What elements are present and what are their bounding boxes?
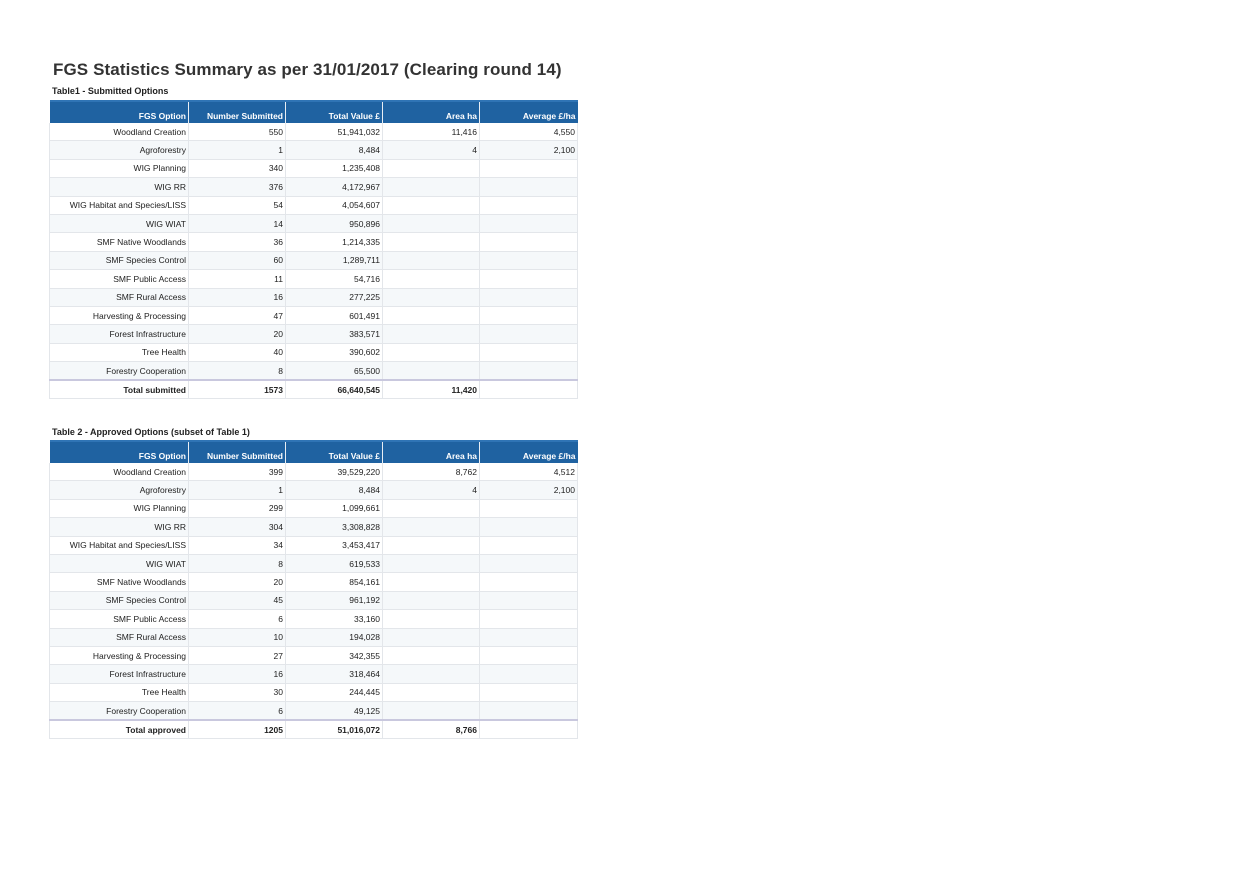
approved-options-table <box>49 440 578 739</box>
total-row <box>50 720 578 739</box>
average-cell <box>480 573 578 591</box>
total-row <box>50 380 578 399</box>
number-cell: 45 <box>189 591 286 609</box>
average-cell <box>480 518 578 536</box>
fgs-option-cell: Harvesting & Processing <box>50 306 189 324</box>
fgs-option-cell: Agroforestry <box>50 141 189 159</box>
table-row <box>50 665 578 683</box>
fgs-option-cell: Agroforestry <box>50 481 189 499</box>
table-row <box>50 646 578 664</box>
fgs-option-cell: WIG WIAT <box>50 554 189 572</box>
area-cell <box>383 196 480 214</box>
fgs-option-cell: WIG RR <box>50 518 189 536</box>
average-cell <box>480 251 578 269</box>
fgs-option-cell: SMF Species Control <box>50 591 189 609</box>
table-row <box>50 683 578 701</box>
fgs-option-cell: Forestry Cooperation <box>50 362 189 381</box>
total-value-cell: 244,445 <box>286 683 383 701</box>
area-cell: 4 <box>383 481 480 499</box>
total-value-cell: 318,464 <box>286 665 383 683</box>
col-header-fgs-option: FGS Option <box>50 441 189 463</box>
area-cell <box>383 610 480 628</box>
number-cell: 8 <box>189 362 286 381</box>
number-cell: 16 <box>189 665 286 683</box>
total-average-cell <box>480 380 578 399</box>
fgs-option-cell: Tree Health <box>50 343 189 361</box>
total-value-cell: 54,716 <box>286 270 383 288</box>
total-value-cell: 3,453,417 <box>286 536 383 554</box>
total-value-cell: 601,491 <box>286 306 383 324</box>
total-number-cell: 1573 <box>189 380 286 399</box>
average-cell <box>480 554 578 572</box>
table-row <box>50 288 578 306</box>
average-cell <box>480 702 578 721</box>
number-cell: 8 <box>189 554 286 572</box>
average-cell <box>480 214 578 232</box>
number-cell: 27 <box>189 646 286 664</box>
total-fgs-option-cell: Total submitted <box>50 380 189 399</box>
number-cell: 34 <box>189 536 286 554</box>
total-value-cell: 8,484 <box>286 141 383 159</box>
area-cell <box>383 343 480 361</box>
average-cell <box>480 536 578 554</box>
average-cell: 2,100 <box>480 141 578 159</box>
fgs-option-cell: WIG Habitat and Species/LISS <box>50 536 189 554</box>
number-cell: 40 <box>189 343 286 361</box>
area-cell <box>383 702 480 721</box>
fgs-option-cell: Woodland Creation <box>50 463 189 481</box>
total-value-cell: 39,529,220 <box>286 463 383 481</box>
fgs-option-cell: SMF Rural Access <box>50 628 189 646</box>
number-cell: 36 <box>189 233 286 251</box>
area-cell <box>383 591 480 609</box>
number-cell: 11 <box>189 270 286 288</box>
area-cell <box>383 178 480 196</box>
table-row <box>50 610 578 628</box>
table1-body <box>50 123 578 399</box>
fgs-option-cell: Forest Infrastructure <box>50 665 189 683</box>
number-cell: 340 <box>189 159 286 177</box>
table1-header-row <box>50 101 578 123</box>
total-value-cell: 33,160 <box>286 610 383 628</box>
table-row <box>50 233 578 251</box>
fgs-option-cell: WIG Habitat and Species/LISS <box>50 196 189 214</box>
number-cell: 399 <box>189 463 286 481</box>
average-cell <box>480 159 578 177</box>
fgs-option-cell: Forestry Cooperation <box>50 702 189 721</box>
col-header-total-value: Total Value £ <box>286 101 383 123</box>
average-cell <box>480 196 578 214</box>
area-cell <box>383 646 480 664</box>
number-cell: 30 <box>189 683 286 701</box>
total-value-cell: 1,289,711 <box>286 251 383 269</box>
average-cell <box>480 270 578 288</box>
fgs-option-cell: Woodland Creation <box>50 123 189 141</box>
total-value-cell: 4,054,607 <box>286 196 383 214</box>
fgs-option-cell: WIG RR <box>50 178 189 196</box>
total-value-cell: 277,225 <box>286 288 383 306</box>
table-row <box>50 325 578 343</box>
fgs-option-cell: WIG Planning <box>50 499 189 517</box>
total-value-cell: 383,571 <box>286 325 383 343</box>
average-cell <box>480 628 578 646</box>
average-cell <box>480 306 578 324</box>
average-cell <box>480 665 578 683</box>
fgs-option-cell: Tree Health <box>50 683 189 701</box>
table-row <box>50 702 578 721</box>
average-cell <box>480 178 578 196</box>
area-cell <box>383 306 480 324</box>
table-row <box>50 343 578 361</box>
total-value-cell: 950,896 <box>286 214 383 232</box>
area-cell <box>383 499 480 517</box>
col-header-number-submitted: Number Submitted <box>189 441 286 463</box>
average-cell <box>480 646 578 664</box>
average-cell <box>480 233 578 251</box>
table-row <box>50 536 578 554</box>
fgs-option-cell: WIG Planning <box>50 159 189 177</box>
fgs-option-cell: SMF Species Control <box>50 251 189 269</box>
total-value-cell: 854,161 <box>286 573 383 591</box>
total-value-cell: 49,125 <box>286 702 383 721</box>
number-cell: 1 <box>189 481 286 499</box>
total-value-cell: 1,099,661 <box>286 499 383 517</box>
total-total-value-cell: 66,640,545 <box>286 380 383 399</box>
total-value-cell: 342,355 <box>286 646 383 664</box>
area-cell <box>383 214 480 232</box>
table-row <box>50 591 578 609</box>
fgs-option-cell: Harvesting & Processing <box>50 646 189 664</box>
total-value-cell: 961,192 <box>286 591 383 609</box>
average-cell <box>480 288 578 306</box>
total-average-cell <box>480 720 578 739</box>
area-cell <box>383 536 480 554</box>
area-cell <box>383 251 480 269</box>
col-header-average-per-ha: Average £/ha <box>480 441 578 463</box>
table-row <box>50 362 578 381</box>
number-cell: 14 <box>189 214 286 232</box>
number-cell: 10 <box>189 628 286 646</box>
table-row <box>50 251 578 269</box>
total-fgs-option-cell: Total approved <box>50 720 189 739</box>
area-cell <box>383 628 480 646</box>
fgs-option-cell: SMF Rural Access <box>50 288 189 306</box>
average-cell <box>480 343 578 361</box>
area-cell <box>383 325 480 343</box>
average-cell <box>480 591 578 609</box>
number-cell: 6 <box>189 702 286 721</box>
fgs-option-cell: SMF Native Woodlands <box>50 233 189 251</box>
table-row <box>50 628 578 646</box>
number-cell: 1 <box>189 141 286 159</box>
fgs-option-cell: SMF Public Access <box>50 270 189 288</box>
average-cell: 4,550 <box>480 123 578 141</box>
area-cell <box>383 665 480 683</box>
number-cell: 20 <box>189 573 286 591</box>
col-header-average-per-ha: Average £/ha <box>480 101 578 123</box>
area-cell: 8,762 <box>383 463 480 481</box>
total-value-cell: 194,028 <box>286 628 383 646</box>
area-cell <box>383 554 480 572</box>
table-row <box>50 306 578 324</box>
table-row <box>50 518 578 536</box>
total-value-cell: 619,533 <box>286 554 383 572</box>
table-row <box>50 573 578 591</box>
average-cell <box>480 610 578 628</box>
average-cell <box>480 683 578 701</box>
table-row <box>50 481 578 499</box>
number-cell: 304 <box>189 518 286 536</box>
fgs-option-cell: Forest Infrastructure <box>50 325 189 343</box>
table-row <box>50 499 578 517</box>
total-number-cell: 1205 <box>189 720 286 739</box>
total-value-cell: 4,172,967 <box>286 178 383 196</box>
total-value-cell: 8,484 <box>286 481 383 499</box>
table-row <box>50 141 578 159</box>
number-cell: 299 <box>189 499 286 517</box>
col-header-total-value: Total Value £ <box>286 441 383 463</box>
average-cell: 2,100 <box>480 481 578 499</box>
table1-caption: Table1 - Submitted Options <box>52 86 169 96</box>
number-cell: 16 <box>189 288 286 306</box>
number-cell: 60 <box>189 251 286 269</box>
table-row <box>50 159 578 177</box>
area-cell <box>383 683 480 701</box>
col-header-fgs-option: FGS Option <box>50 101 189 123</box>
number-cell: 550 <box>189 123 286 141</box>
number-cell: 20 <box>189 325 286 343</box>
area-cell: 4 <box>383 141 480 159</box>
table-row <box>50 123 578 141</box>
col-header-number-submitted: Number Submitted <box>189 101 286 123</box>
fgs-option-cell: SMF Native Woodlands <box>50 573 189 591</box>
table-row <box>50 270 578 288</box>
fgs-option-cell: WIG WIAT <box>50 214 189 232</box>
total-value-cell: 1,235,408 <box>286 159 383 177</box>
table-row <box>50 196 578 214</box>
total-total-value-cell: 51,016,072 <box>286 720 383 739</box>
total-value-cell: 3,308,828 <box>286 518 383 536</box>
table2-body <box>50 463 578 739</box>
average-cell <box>480 325 578 343</box>
number-cell: 6 <box>189 610 286 628</box>
total-value-cell: 65,500 <box>286 362 383 381</box>
fgs-option-cell: SMF Public Access <box>50 610 189 628</box>
average-cell <box>480 499 578 517</box>
area-cell <box>383 288 480 306</box>
area-cell <box>383 270 480 288</box>
number-cell: 54 <box>189 196 286 214</box>
total-value-cell: 51,941,032 <box>286 123 383 141</box>
col-header-area-ha: Area ha <box>383 441 480 463</box>
page-title: FGS Statistics Summary as per 31/01/2017 (Clearing round 14) <box>53 60 562 79</box>
area-cell <box>383 573 480 591</box>
table-row <box>50 178 578 196</box>
area-cell <box>383 518 480 536</box>
average-cell <box>480 362 578 381</box>
total-area-cell: 8,766 <box>383 720 480 739</box>
average-cell: 4,512 <box>480 463 578 481</box>
table-row <box>50 554 578 572</box>
number-cell: 47 <box>189 306 286 324</box>
total-value-cell: 1,214,335 <box>286 233 383 251</box>
table-row <box>50 463 578 481</box>
table2-caption: Table 2 - Approved Options (subset of Table 1) <box>52 427 250 437</box>
number-cell: 376 <box>189 178 286 196</box>
area-cell <box>383 362 480 381</box>
col-header-area-ha: Area ha <box>383 101 480 123</box>
area-cell: 11,416 <box>383 123 480 141</box>
table-row <box>50 214 578 232</box>
table2-header-row <box>50 441 578 463</box>
submitted-options-table <box>49 100 578 399</box>
area-cell <box>383 159 480 177</box>
total-value-cell: 390,602 <box>286 343 383 361</box>
area-cell <box>383 233 480 251</box>
total-area-cell: 11,420 <box>383 380 480 399</box>
